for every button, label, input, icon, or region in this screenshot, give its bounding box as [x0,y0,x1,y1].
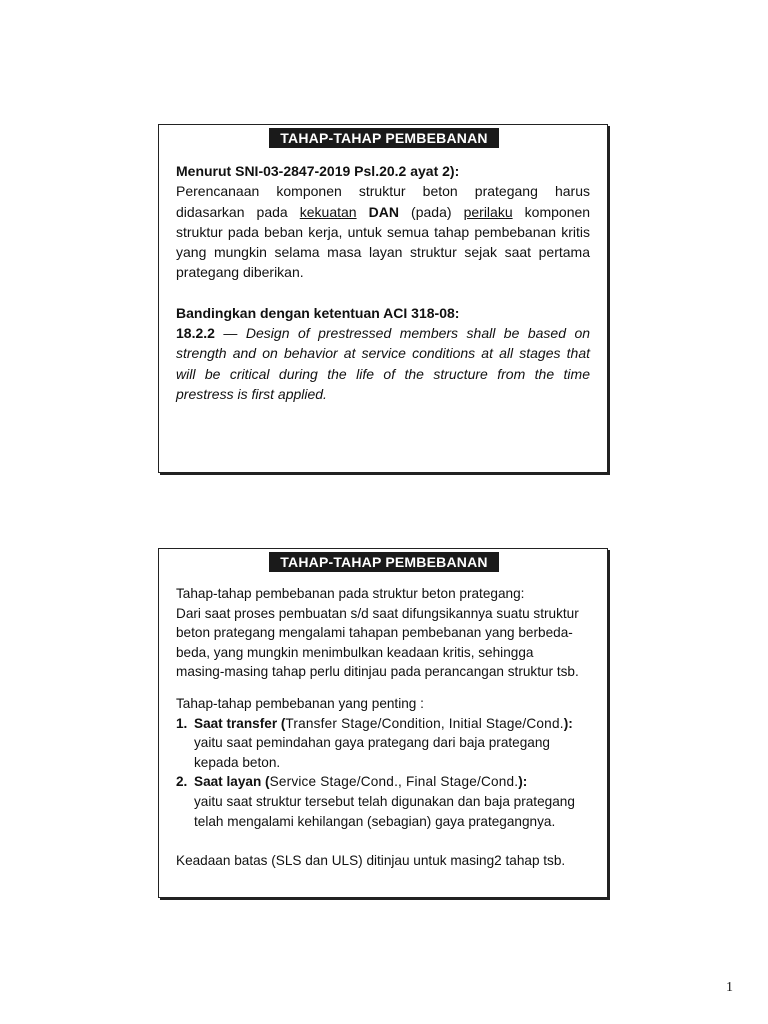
sni-paragraph [176,181,590,282]
stage-number: 2. [176,774,188,790]
pada-word: (pada) [411,203,452,220]
intro-line: Dari saat proses pembuatan s/d saat difungsikannya suatu struktur [176,605,579,621]
intro-line: Tahap-tahap pembebanan pada struktur beton prategang: [176,586,525,601]
slide-2-content [176,584,590,871]
aci-text: Design of prestressed members shall be based on strength and on behavior at service conditions at all stages that will be critical during the life of the structure from the time prestress is first applied. [176,325,591,402]
slide-1 [158,124,608,473]
stage-item-2 [176,772,590,831]
stage-close: ): [518,774,528,790]
footer-note: Keadaan batas (SLS dan ULS) ditinjau untuk masing2 tahap tsb. [176,853,566,869]
slide-2 [158,548,608,898]
dan-word: DAN [368,203,399,220]
aci-dash: — [223,325,238,342]
aci-heading: Bandingkan dengan ketentuan ACI 318-08: [176,304,460,321]
aci-number: 18.2.2 [176,325,215,342]
stage-desc: yaitu saat pemindahan gaya prategang dari baja prategang [194,735,550,751]
sni-text-b: komponen struktur pada beban kerja, untuk semua tahap pembebanan kritis yang mungkin selama masa layan struktur sejak saat pertama prategang diberikan. [176,203,591,281]
slide-1-content [176,161,590,404]
aci-paragraph [176,323,590,404]
stage-english: Transfer Stage/Condition, Initial Stage/Cond. [285,715,564,731]
stage-desc: kepada beton. [194,754,281,770]
sni-heading: Menurut SNI-03-2847-2019 Psl.20.2 ayat 2): [176,163,460,179]
stage-desc: yaitu saat struktur tersebut telah digunakan dan baja prategang [194,793,575,809]
slide-2-title: TAHAP-TAHAP PEMBEBANAN [269,552,499,572]
stage-label: Saat layan ( [194,774,270,790]
stage-close: ): [563,715,573,731]
stage-number: 1. [176,715,188,731]
perilaku-word: perilaku [463,203,513,220]
slide-1-title: TAHAP-TAHAP PEMBEBANAN [269,128,499,148]
kekuatan-word: kekuatan [299,203,357,220]
intro-line: beda, yang mungkin menimbulkan keadaan kritis, sehingga [176,644,534,660]
stage-item-1 [176,714,590,773]
intro-line: masing-masing tahap perlu ditinjau pada perancangan struktur tsb. [176,664,579,680]
intro-line: beton prategang mengalami tahapan pembebanan yang berbeda- [176,625,573,641]
page-number: 1 [726,980,733,995]
stage-english: Service Stage/Cond., Final Stage/Cond. [269,774,519,790]
important-intro: Tahap-tahap pembebanan yang penting : [176,695,424,711]
sni-text-a: Perencanaan komponen struktur beton prategang harus didasarkan pada [176,183,590,220]
stage-label: Saat transfer ( [194,715,286,731]
stage-desc: telah mengalami kehilangan (sebagian) gaya prategangnya. [194,813,556,829]
